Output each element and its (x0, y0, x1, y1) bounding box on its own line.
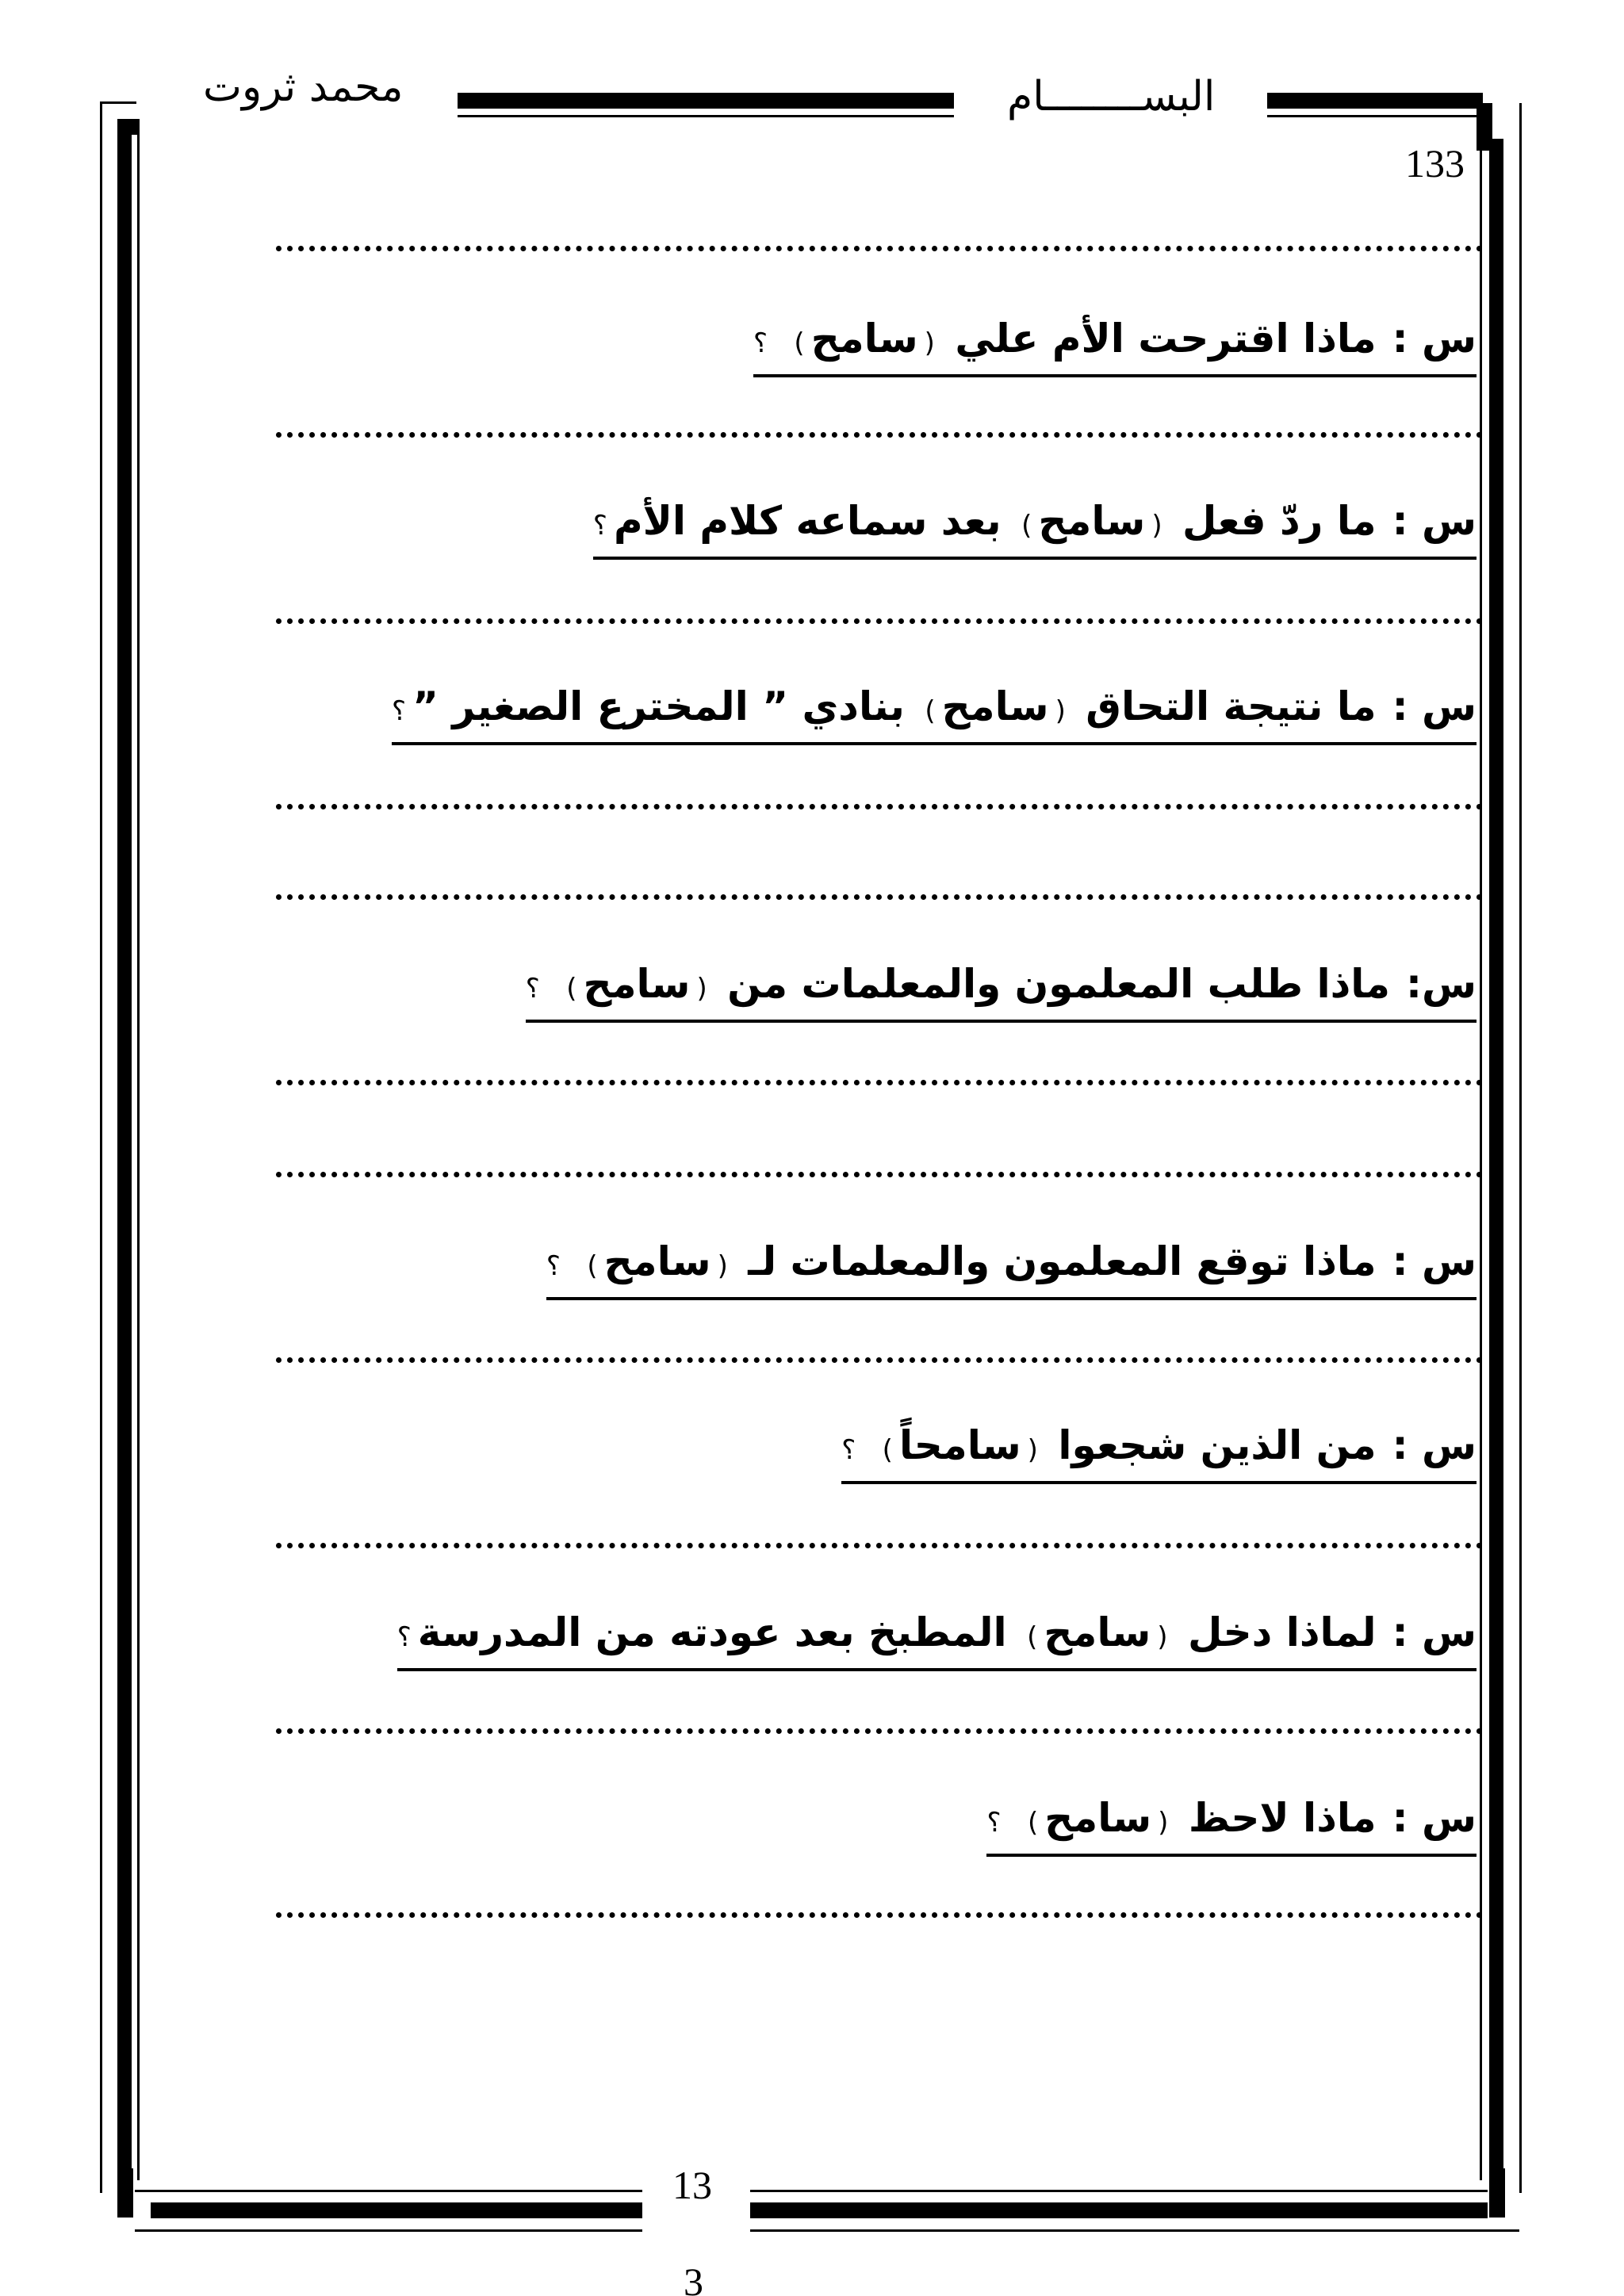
frame-bottom-left-bar (151, 2202, 642, 2218)
frame-right-inner (1480, 139, 1482, 2180)
frame-corner-top-left-h (100, 101, 136, 104)
frame-left-inner (137, 119, 140, 2180)
page-number-bottom-line2: 3 (684, 2260, 703, 2296)
frame-top-mid-thin (458, 115, 954, 117)
page-number-bottom: 13 (672, 2163, 712, 2207)
answer-line (276, 804, 1483, 809)
answer-line (276, 1080, 1483, 1085)
frame-bottom-right-bar (750, 2202, 1488, 2218)
frame-top-right-bar (1267, 93, 1483, 109)
question-2: س :ما ردّ فعل (سامح) بعد سماعه كلام الأم؟ (593, 495, 1477, 560)
answer-line (276, 1543, 1483, 1548)
page-number-top: 133 (1405, 141, 1465, 186)
question-6: س :من الذين شجعوا (سامحاً) ؟ (841, 1419, 1477, 1484)
answer-line (276, 246, 1483, 251)
frame-bottom-left-thin2 (135, 2229, 642, 2232)
frame-bottom-right-thin2 (750, 2229, 1519, 2232)
question-8: س :ماذا لاحظ (سامح) ؟ (986, 1792, 1477, 1857)
question-3: س :ما نتيجة التحاق (سامح) بنادي ” المخترع الصغير ”؟ (392, 680, 1477, 745)
frame-corner-bottom-right (1489, 2168, 1505, 2218)
answer-line (276, 894, 1483, 900)
answer-line (276, 1172, 1483, 1177)
frame-corner-bottom-left (117, 2168, 133, 2218)
frame-bottom-left-thin (135, 2190, 642, 2192)
answer-line (276, 1728, 1483, 1734)
question-7: س :لماذا دخل (سامح) المطبخ بعد عودته من المدرسة؟ (397, 1606, 1477, 1671)
frame-right-bar (1489, 139, 1503, 2200)
answer-line (276, 618, 1483, 624)
frame-top-right-thin (1267, 115, 1483, 117)
frame-left-thin (100, 103, 102, 2193)
frame-top-mid-bar (458, 93, 954, 109)
question-4: س:ماذا طلب المعلمون والمعلمات من (سامح) ؟ (526, 958, 1477, 1023)
question-5: س :ماذا توقع المعلمون والمعلمات لـ (سامح) ؟ (546, 1235, 1477, 1300)
frame-left-bar (117, 119, 132, 2180)
answer-line (276, 432, 1483, 438)
header-author: محمد ثروت (203, 63, 404, 111)
frame-bottom-right-thin (750, 2190, 1488, 2192)
question-1: س :ماذا اقترحت الأم علي (سامح) ؟ (753, 312, 1477, 377)
header-title: البســــــــام (1007, 73, 1216, 121)
frame-right-thin (1519, 103, 1522, 2193)
answer-line (276, 1912, 1483, 1918)
answer-line (276, 1357, 1483, 1363)
